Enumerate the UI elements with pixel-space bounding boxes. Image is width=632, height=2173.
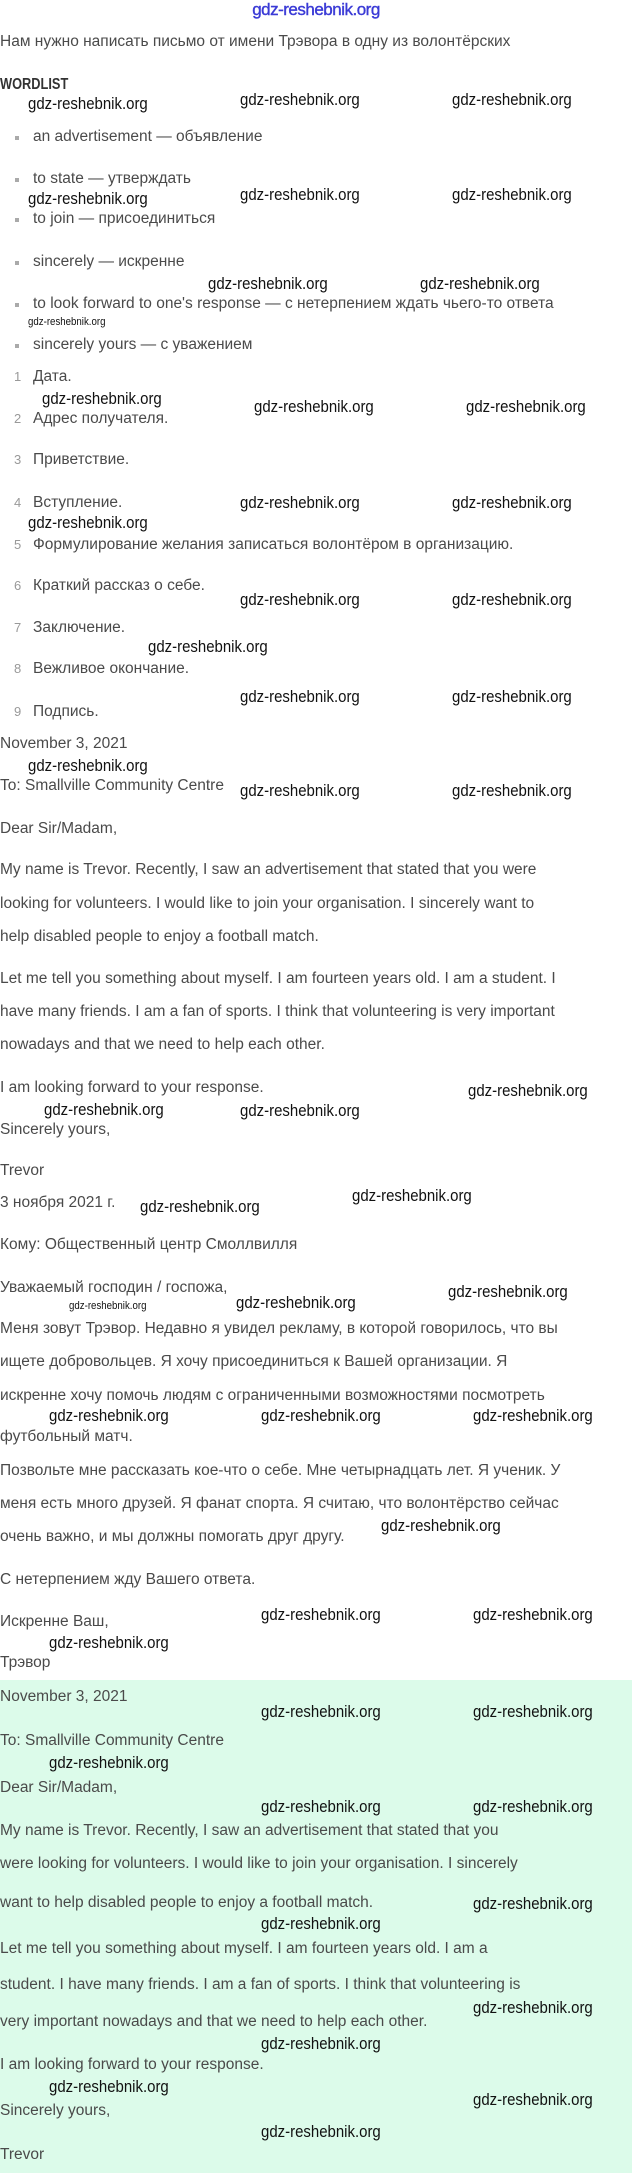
watermark-text: gdz-reshebnik.org xyxy=(240,185,360,204)
letter-ru-line: футбольный матч. xyxy=(0,1428,133,1445)
bullet-icon xyxy=(15,303,19,307)
watermark-text: gdz-reshebnik.org xyxy=(468,1081,588,1100)
watermark-text: gdz-reshebnik.org xyxy=(254,397,374,416)
wordlist-item: to state — утверждать xyxy=(33,170,191,187)
final-letter-line: November 3, 2021 xyxy=(0,1688,128,1705)
plan-item-number: 2 xyxy=(14,411,22,426)
site-logo-watermark: gdz-reshebnik.org xyxy=(252,0,380,19)
letter-ru-line: Уважаемый господин / госпожа, xyxy=(0,1279,228,1296)
watermark-text: gdz-reshebnik.org xyxy=(42,389,162,408)
bullet-icon xyxy=(15,218,19,222)
watermark-text: gdz-reshebnik.org xyxy=(261,1406,381,1425)
plan-item-number: 3 xyxy=(14,452,22,467)
watermark-text: gdz-reshebnik.org xyxy=(261,1797,381,1816)
letter-ru-line: С нетерпением жду Вашего ответа. xyxy=(0,1571,256,1588)
final-letter-line: want to help disabled people to enjoy a football match. xyxy=(0,1894,374,1911)
watermark-text: gdz-reshebnik.org xyxy=(466,397,586,416)
watermark-text: gdz-reshebnik.org xyxy=(452,90,572,109)
plan-item-text: Вежливое окончание. xyxy=(33,660,190,677)
watermark-text: gdz-reshebnik.org xyxy=(261,1605,381,1624)
letter-en-line: nowadays and that we need to help each other. xyxy=(0,1036,325,1053)
final-letter-line: student. I have many friends. I am a fan of sports. I think that volunteering is xyxy=(0,1976,521,1993)
watermark-text: gdz-reshebnik.org xyxy=(240,781,360,800)
plan-item-number: 1 xyxy=(14,369,22,384)
final-letter-line: were looking for volunteers. I would like to join your organisation. I sincerely xyxy=(0,1855,518,1872)
watermark-text: gdz-reshebnik.org xyxy=(452,781,572,800)
bullet-icon xyxy=(15,178,19,182)
plan-item-number: 8 xyxy=(14,661,22,676)
letter-en-line: My name is Trevor. Recently, I saw an advertisement that stated that you were xyxy=(0,861,537,878)
watermark-text: gdz-reshebnik.org xyxy=(28,94,148,113)
watermark-text: gdz-reshebnik.org xyxy=(49,1753,169,1772)
watermark-text: gdz-reshebnik.org xyxy=(473,2090,593,2109)
watermark-text: gdz-reshebnik.org xyxy=(261,2034,381,2053)
watermark-text: gdz-reshebnik.org xyxy=(448,1282,568,1301)
final-letter-line: Dear Sir/Madam, xyxy=(0,1779,118,1796)
watermark-text: gdz-reshebnik.org xyxy=(49,1406,169,1425)
plan-item-text: Заключение. xyxy=(33,619,126,636)
watermark-text: gdz-reshebnik.org xyxy=(452,687,572,706)
letter-ru-line: искренне хочу помочь людям с ограниченными возможностями посмотреть xyxy=(0,1387,545,1404)
watermark-text: gdz-reshebnik.org xyxy=(473,1797,593,1816)
letter-ru-line: Трэвор xyxy=(0,1654,51,1671)
intro-text: Нам нужно написать письмо от имени Трэвора в одну из волонтёрских xyxy=(0,33,511,50)
watermark-text: gdz-reshebnik.org xyxy=(28,316,106,328)
watermark-text: gdz-reshebnik.org xyxy=(240,687,360,706)
watermark-text: gdz-reshebnik.org xyxy=(261,2122,381,2141)
plan-item-number: 6 xyxy=(14,578,22,593)
final-letter-line: To: Smallville Community Centre xyxy=(0,1732,224,1749)
watermark-text: gdz-reshebnik.org xyxy=(452,493,572,512)
bullet-icon xyxy=(15,136,19,140)
watermark-text: gdz-reshebnik.org xyxy=(28,756,148,775)
plan-item-number: 7 xyxy=(14,620,22,635)
watermark-text: gdz-reshebnik.org xyxy=(381,1516,501,1535)
letter-en-line: Let me tell you something about myself. I am fourteen years old. I am a student. I xyxy=(0,970,556,987)
watermark-text: gdz-reshebnik.org xyxy=(473,1605,593,1624)
letter-ru-line: меня есть много друзей. Я фанат спорта. Я считаю, что волонтёрство сейчас xyxy=(0,1495,559,1512)
plan-item-text: Приветствие. xyxy=(33,451,130,468)
letter-en-line: looking for volunteers. I would like to join your organisation. I sincerely want to xyxy=(0,895,535,912)
plan-item-number: 9 xyxy=(14,704,22,719)
plan-item-text: Формулирование желания записаться волонтёром в организацию. xyxy=(33,536,514,553)
wordlist-item: to look forward to one's response — с нетерпением ждать чьего-то ответа xyxy=(33,295,554,312)
wordlist-item: to join — присоединиться xyxy=(33,210,216,227)
wordlist-item: sincerely — искренне xyxy=(33,253,185,270)
plan-item-text: Подпись. xyxy=(33,703,99,720)
watermark-text: gdz-reshebnik.org xyxy=(473,1702,593,1721)
watermark-text: gdz-reshebnik.org xyxy=(452,185,572,204)
watermark-text: gdz-reshebnik.org xyxy=(148,637,268,656)
final-letter-line: Trevor xyxy=(0,2146,45,2163)
watermark-text: gdz-reshebnik.org xyxy=(261,1914,381,1933)
wordlist-item: sincerely yours — с уважением xyxy=(33,336,253,353)
watermark-text: gdz-reshebnik.org xyxy=(236,1293,356,1312)
letter-en-line: To: Smallville Community Centre xyxy=(0,777,224,794)
letter-en-line: I am looking forward to your response. xyxy=(0,1079,264,1096)
plan-item-text: Краткий рассказ о себе. xyxy=(33,577,205,594)
plan-item-number: 5 xyxy=(14,537,22,552)
letter-en-line: Sincerely yours, xyxy=(0,1121,111,1138)
letter-en-line: Dear Sir/Madam, xyxy=(0,820,118,837)
plan-item-text: Адрес получателя. xyxy=(33,410,169,427)
final-letter-line: I am looking forward to your response. xyxy=(0,2056,264,2073)
bullet-icon xyxy=(15,261,19,265)
letter-en-line: November 3, 2021 xyxy=(0,735,128,752)
letter-en-line: have many friends. I am a fan of sports. I think that volunteering is very important xyxy=(0,1003,555,1020)
plan-item-text: Вступление. xyxy=(33,494,123,511)
watermark-text: gdz-reshebnik.org xyxy=(208,274,328,293)
watermark-text: gdz-reshebnik.org xyxy=(261,1702,381,1721)
watermark-text: gdz-reshebnik.org xyxy=(473,1894,593,1913)
letter-ru-line: Меня зовут Трэвор. Недавно я увидел рекламу, в которой говорилось, что вы xyxy=(0,1320,558,1337)
final-letter-line: My name is Trevor. Recently, I saw an advertisement that stated that you xyxy=(0,1822,499,1839)
letter-en-line: help disabled people to enjoy a football match. xyxy=(0,928,319,945)
watermark-text: gdz-reshebnik.org xyxy=(28,513,148,532)
watermark-text: gdz-reshebnik.org xyxy=(240,590,360,609)
watermark-text: gdz-reshebnik.org xyxy=(44,1100,164,1119)
final-letter-line: Sincerely yours, xyxy=(0,2102,111,2119)
watermark-text: gdz-reshebnik.org xyxy=(28,189,148,208)
watermark-text: gdz-reshebnik.org xyxy=(352,1186,472,1205)
letter-ru-line: очень важно, и мы должны помогать друг другу. xyxy=(0,1528,345,1545)
letter-ru-line: Кому: Общественный центр Смоллвилля xyxy=(0,1236,298,1253)
wordlist-item: an advertisement — объявление xyxy=(33,128,263,145)
letter-ru-line: 3 ноября 2021 г. xyxy=(0,1194,116,1211)
watermark-text: gdz-reshebnik.org xyxy=(452,590,572,609)
watermark-text: gdz-reshebnik.org xyxy=(473,1998,593,2017)
plan-item-number: 4 xyxy=(14,495,22,510)
watermark-text: gdz-reshebnik.org xyxy=(240,90,360,109)
bullet-icon xyxy=(15,344,19,348)
watermark-text: gdz-reshebnik.org xyxy=(69,1300,147,1312)
watermark-text: gdz-reshebnik.org xyxy=(140,1197,260,1216)
letter-en-line: Trevor xyxy=(0,1162,45,1179)
letter-ru-line: Искренне Ваш, xyxy=(0,1613,109,1630)
watermark-text: gdz-reshebnik.org xyxy=(49,1633,169,1652)
watermark-text: gdz-reshebnik.org xyxy=(420,274,540,293)
final-letter-line: Let me tell you something about myself. I am fourteen years old. I am a xyxy=(0,1940,488,1957)
letter-ru-line: ищете добровольцев. Я хочу присоединиться к Вашей организации. Я xyxy=(0,1353,508,1370)
wordlist-heading: WORDLIST xyxy=(0,76,69,93)
plan-item-text: Дата. xyxy=(33,368,72,385)
watermark-text: gdz-reshebnik.org xyxy=(473,1406,593,1425)
letter-ru-line: Позвольте мне рассказать кое-что о себе. Мне четырнадцать лет. Я ученик. У xyxy=(0,1462,561,1479)
watermark-text: gdz-reshebnik.org xyxy=(49,2077,169,2096)
watermark-text: gdz-reshebnik.org xyxy=(240,1101,360,1120)
watermark-text: gdz-reshebnik.org xyxy=(240,493,360,512)
final-letter-line: very important nowadays and that we need to help each other. xyxy=(0,2013,428,2030)
